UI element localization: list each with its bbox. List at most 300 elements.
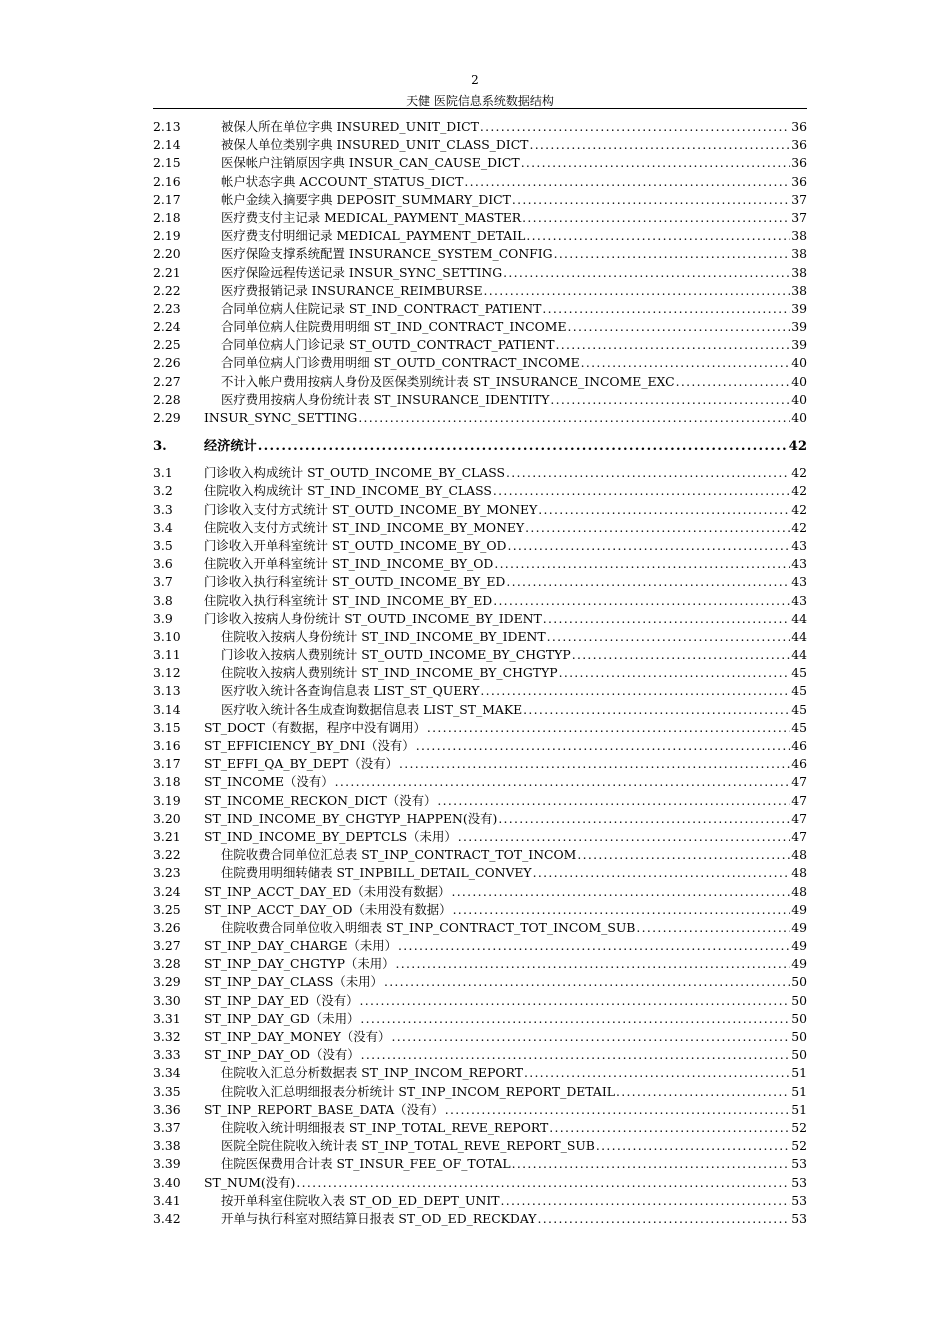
toc-entry-title: 医院全院住院收入统计表 ST_INP_TOTAL_REVE_REPORT_SUB — [221, 1138, 595, 1154]
toc-entry[interactable] — [153, 1101, 807, 1119]
toc-entry-title: 帐户金续入摘要字典 DEPOSIT_SUMMARY_DICT — [221, 191, 511, 207]
toc-entry-title: 医疗费支付明细记录 MEDICAL_PAYMENT_DETAIL — [221, 228, 526, 244]
toc-entry-number: 3.9 — [153, 610, 173, 626]
toc-entry-title: 医疗费用按病人身份统计表 ST_INSURANCE_IDENTITY — [221, 391, 550, 407]
toc-dot-leader — [542, 300, 790, 318]
toc-entry-title: 被保人所在单位字典 INSURED_UNIT_DICT — [221, 119, 479, 134]
toc-entry-number: 3.39 — [153, 1156, 181, 1172]
toc-dot-leader — [581, 354, 791, 372]
toc-dot-leader — [296, 1174, 790, 1192]
toc-entry[interactable] — [153, 354, 807, 372]
toc-entry-page: 45 — [791, 719, 807, 735]
toc-dot-leader — [391, 1028, 790, 1046]
toc-entry[interactable] — [153, 264, 807, 282]
toc-dot-leader — [427, 719, 790, 737]
toc-entry-page: 38 — [791, 264, 807, 280]
toc-entry-title: 住院收费合同单位收入明细表 ST_INP_CONTRACT_TOT_INCOM_SUB — [221, 919, 636, 935]
toc-entry[interactable] — [153, 1210, 807, 1228]
toc-entry-page: 47 — [791, 774, 807, 790]
toc-dot-leader — [636, 919, 790, 937]
toc-entry-number: 3.32 — [153, 1029, 181, 1044]
toc-entry-title: 住院收入开单科室统计 ST_IND_INCOME_BY_OD — [204, 556, 494, 572]
toc-entry-number: 2.16 — [153, 173, 181, 189]
toc-entry[interactable] — [153, 391, 807, 409]
toc-entry[interactable] — [153, 573, 807, 591]
toc-dot-leader — [445, 1101, 790, 1119]
toc-dot-leader — [360, 992, 791, 1010]
toc-entry-number: 2.18 — [153, 209, 181, 225]
toc-entry-page: 42 — [788, 439, 807, 455]
toc-entry-number: 3.19 — [153, 792, 181, 808]
toc-entry-title: 医疗收入统计各生成查询数据信息表 LIST_ST_MAKE — [221, 701, 523, 717]
toc-entry-page: 53 — [791, 1174, 807, 1190]
toc-entry[interactable] — [153, 1083, 807, 1101]
toc-entry[interactable] — [153, 828, 807, 846]
toc-entry-title: 门诊收入支付方式统计 ST_OUTD_INCOME_BY_MONEY — [204, 501, 538, 517]
toc-entry-number: 2.25 — [153, 337, 181, 353]
toc-entry-page: 49 — [791, 901, 807, 917]
toc-entry-title: 医保帐户注销原因字典 INSUR_CAN_CAUSE_DICT — [221, 155, 520, 171]
toc-entry-number: 3.4 — [153, 519, 173, 535]
toc-entry-title: 合同单位病人门诊费用明细 ST_OUTD_CONTRACT_INCOME — [221, 355, 580, 371]
toc-entry[interactable] — [153, 610, 807, 628]
toc-entry-title: ST_INP_DAY_MONEY（没有） — [204, 1029, 391, 1044]
toc-entry-title: ST_IND_INCOME_BY_DEPTCLS（未用） — [204, 828, 457, 844]
toc-entry-title: ST_INP_REPORT_BASE_DATA（没有） — [204, 1101, 444, 1117]
toc-dot-leader — [398, 937, 790, 955]
toc-dot-leader — [549, 1119, 790, 1137]
toc-entry-page: 49 — [791, 919, 807, 935]
toc-dot-leader — [533, 864, 791, 882]
toc-entry[interactable] — [153, 282, 807, 300]
toc-entry-number: 3.10 — [153, 628, 181, 644]
toc-entry-number: 3.17 — [153, 756, 181, 772]
toc-dot-leader — [480, 682, 790, 700]
toc-entry-title: ST_INP_ACCT_DAY_OD（未用没有数据） — [204, 901, 452, 917]
toc-entry[interactable] — [153, 810, 807, 828]
toc-dot-leader — [512, 191, 790, 209]
toc-dot-leader — [523, 701, 790, 719]
toc-entry-title: 按开单科室住院收入表 ST_OD_ED_DEPT_UNIT — [221, 1192, 500, 1208]
toc-entry-page: 44 — [791, 610, 807, 626]
toc-entry-number: 3.6 — [153, 556, 173, 572]
toc-entry-page: 50 — [791, 1047, 807, 1063]
toc-entry-number: 3.30 — [153, 992, 181, 1008]
toc-entry[interactable] — [153, 864, 807, 882]
toc-entry-number: 3.34 — [153, 1065, 181, 1081]
toc-dot-leader — [577, 846, 790, 864]
toc-entry-number: 2.24 — [153, 319, 181, 335]
toc-entry-number: 3.20 — [153, 810, 181, 826]
toc-dot-leader — [493, 482, 790, 500]
toc-entry-title: 门诊收入开单科室统计 ST_OUTD_INCOME_BY_OD — [204, 537, 507, 553]
toc-entry-number: 3.29 — [153, 974, 181, 990]
toc-entry-number: 2.29 — [153, 410, 181, 425]
toc-entry-title: ST_DOCT（有数据，程序中没有调用） — [204, 719, 426, 735]
toc-entry-page: 44 — [791, 647, 807, 663]
table-of-contents — [153, 118, 807, 1228]
toc-entry-title: 门诊收入构成统计 ST_OUTD_INCOME_BY_CLASS — [204, 465, 505, 481]
toc-entry[interactable] — [153, 883, 807, 901]
toc-entry-number: 3.14 — [153, 701, 181, 717]
toc-entry-number: 3.5 — [153, 537, 173, 553]
toc-entry[interactable] — [153, 191, 807, 209]
toc-entry-number: 2.14 — [153, 137, 181, 153]
toc-entry-title: 住院收费合同单位汇总表 ST_INP_CONTRACT_TOT_INCOM — [221, 847, 577, 863]
toc-dot-leader — [493, 592, 790, 610]
toc-entry-number: 3.22 — [153, 847, 181, 863]
toc-entry-page: 45 — [791, 701, 807, 717]
toc-entry-title: 经济统计 — [204, 439, 257, 455]
toc-entry-title: 住院收入支付方式统计 ST_IND_INCOME_BY_MONEY — [204, 519, 525, 535]
toc-entry-number: 3.28 — [153, 956, 181, 972]
toc-entry-page: 44 — [791, 628, 807, 644]
toc-entry[interactable] — [153, 628, 807, 646]
toc-entry-page: 36 — [791, 119, 807, 134]
toc-dot-leader — [464, 173, 790, 191]
toc-dot-leader — [559, 664, 791, 682]
toc-entry-number: 2.20 — [153, 246, 181, 262]
toc-entry[interactable] — [153, 336, 807, 354]
toc-entry-page: 37 — [791, 209, 807, 225]
toc-entry-page: 40 — [791, 391, 807, 407]
toc-dot-leader — [503, 264, 790, 282]
toc-entry[interactable] — [153, 973, 807, 991]
toc-entry-number: 3.38 — [153, 1138, 181, 1154]
toc-entry-page: 37 — [791, 191, 807, 207]
toc-dot-leader — [500, 1192, 790, 1210]
toc-entry[interactable] — [153, 1137, 807, 1155]
toc-entry[interactable] — [153, 1028, 807, 1046]
toc-dot-leader — [524, 1064, 790, 1082]
toc-entry-page: 49 — [791, 938, 807, 954]
toc-entry-number: 3.18 — [153, 774, 181, 790]
toc-entry-title: 医疗费报销记录 INSURANCE_REIMBURSE — [221, 282, 483, 298]
toc-entry-page: 38 — [791, 228, 807, 244]
toc-entry-number: 3.36 — [153, 1101, 181, 1117]
toc-entry-page: 53 — [791, 1156, 807, 1172]
toc-entry[interactable] — [153, 646, 807, 664]
toc-entry-title: 住院收入汇总明细报表分析统计 ST_INP_INCOM_REPORT_DETAIL — [221, 1083, 615, 1099]
toc-dot-leader — [525, 519, 790, 537]
toc-entry-title: 医疗保险支撑系统配置 INSURANCE_SYSTEM_CONFIG — [221, 246, 553, 262]
toc-entry-page: 53 — [791, 1210, 807, 1226]
toc-dot-leader — [396, 955, 791, 973]
toc-entry-title: 医疗收入统计各查询信息表 LIST_ST_QUERY — [221, 683, 480, 699]
toc-entry-page: 42 — [791, 501, 807, 517]
toc-dot-leader — [458, 828, 790, 846]
toc-entry-number: 2.26 — [153, 355, 181, 371]
toc-entry-page: 48 — [791, 883, 807, 899]
toc-entry-page: 51 — [791, 1065, 807, 1081]
toc-entry-title: 合同单位病人住院费用明细 ST_IND_CONTRACT_INCOME — [221, 319, 567, 335]
toc-entry-title: 合同单位病人门诊记录 ST_OUTD_CONTRACT_PATIENT — [221, 337, 555, 353]
toc-entry[interactable] — [153, 464, 807, 482]
toc-dot-leader — [335, 773, 791, 791]
toc-entry[interactable] — [153, 482, 807, 500]
toc-dot-leader — [451, 883, 790, 901]
toc-dot-leader — [522, 209, 790, 227]
toc-entry-title: ST_IND_INCOME_BY_CHGTYP_HAPPEN(没有) — [204, 810, 498, 826]
toc-entry-page: 40 — [791, 410, 807, 425]
toc-entry[interactable] — [153, 992, 807, 1010]
toc-entry[interactable] — [153, 664, 807, 682]
toc-entry-page: 47 — [791, 792, 807, 808]
toc-entry-title: ST_INCOME（没有） — [204, 774, 334, 790]
toc-dot-leader — [538, 501, 790, 519]
toc-entry-page: 43 — [791, 574, 807, 590]
toc-entry-number: 3.27 — [153, 938, 181, 954]
toc-entry-number: 3.31 — [153, 1010, 181, 1026]
toc-entry[interactable] — [153, 154, 807, 172]
toc-entry-number: 2.19 — [153, 228, 181, 244]
toc-entry-number: 2.21 — [153, 264, 181, 280]
toc-entry[interactable] — [153, 1192, 807, 1210]
toc-entry-title: 住院收入汇总分析数据表 ST_INP_INCOM_REPORT — [221, 1065, 523, 1081]
toc-entry[interactable] — [153, 792, 807, 810]
toc-entry-page: 46 — [791, 756, 807, 772]
toc-entry-page: 47 — [791, 810, 807, 826]
toc-entry-title: 住院收入按病人身份统计 ST_IND_INCOME_BY_IDENT — [221, 628, 546, 644]
toc-dot-leader — [616, 1083, 790, 1101]
toc-entry-page: 50 — [791, 1010, 807, 1026]
toc-entry-number: 3.25 — [153, 901, 181, 917]
toc-entry-number: 2.15 — [153, 155, 181, 171]
toc-entry-page: 43 — [791, 537, 807, 553]
toc-entry[interactable] — [153, 937, 807, 955]
toc-entry-title: ST_INP_DAY_CHARGE（未用） — [204, 938, 398, 954]
toc-entry-page: 50 — [791, 992, 807, 1008]
toc-entry[interactable] — [153, 737, 807, 755]
toc-dot-leader — [506, 573, 790, 591]
toc-dot-leader — [453, 901, 791, 919]
toc-dot-leader — [360, 1010, 790, 1028]
toc-entry-title: 合同单位病人住院记录 ST_IND_CONTRACT_PATIENT — [221, 300, 542, 316]
toc-entry-title: 开单与执行科室对照结算日报表 ST_OD_ED_RECKDAY — [221, 1210, 537, 1226]
toc-entry[interactable] — [153, 1064, 807, 1082]
toc-entry-title: 门诊收入按病人费别统计 ST_OUTD_INCOME_BY_CHGTYP — [221, 647, 571, 663]
toc-entry-title: ST_INP_DAY_OD（没有） — [204, 1047, 360, 1063]
toc-entry-number: 3.40 — [153, 1174, 181, 1190]
toc-section-heading[interactable] — [153, 435, 807, 459]
toc-entry[interactable] — [153, 955, 807, 973]
toc-entry-page: 36 — [791, 155, 807, 171]
toc-entry-page: 38 — [791, 246, 807, 262]
toc-entry[interactable] — [153, 373, 807, 391]
toc-entry-title: ST_NUM(没有) — [204, 1174, 296, 1190]
toc-entry-page: 40 — [791, 373, 807, 389]
toc-dot-leader — [512, 1155, 791, 1173]
toc-dot-leader — [498, 810, 790, 828]
toc-entry-title: 住院收入构成统计 ST_IND_INCOME_BY_CLASS — [204, 483, 492, 499]
toc-dot-leader — [358, 409, 790, 427]
toc-entry-page: 48 — [791, 847, 807, 863]
toc-entry-title: ST_INP_DAY_ED（没有） — [204, 992, 359, 1008]
toc-entry-title: ST_INP_DAY_CLASS（未用） — [204, 974, 383, 990]
toc-entry-title: 住院收入统计明细报表 ST_INP_TOTAL_REVE_REPORT — [221, 1119, 549, 1135]
toc-entry-number: 2.22 — [153, 282, 181, 298]
toc-dot-leader — [507, 537, 790, 555]
toc-entry-page: 42 — [791, 465, 807, 481]
toc-entry[interactable] — [153, 300, 807, 318]
toc-entry-title: 被保人单位类别字典 INSURED_UNIT_CLASS_DICT — [221, 137, 529, 153]
toc-dot-leader — [543, 610, 790, 628]
toc-entry-title: INSUR_SYNC_SETTING — [204, 410, 358, 425]
toc-entry[interactable] — [153, 755, 807, 773]
toc-entry-page: 48 — [791, 865, 807, 881]
toc-dot-leader — [572, 646, 791, 664]
toc-entry-title: 门诊收入按病人身份统计 ST_OUTD_INCOME_BY_IDENT — [204, 610, 542, 626]
toc-entry-page: 39 — [791, 319, 807, 335]
toc-entry-number: 2.27 — [153, 373, 181, 389]
page-number: 2 — [471, 73, 479, 87]
toc-entry[interactable] — [153, 136, 807, 154]
toc-entry[interactable] — [153, 592, 807, 610]
toc-entry-number: 3.2 — [153, 483, 173, 499]
toc-entry-number: 3.33 — [153, 1047, 181, 1063]
toc-entry-page: 40 — [791, 355, 807, 371]
toc-entry-page: 43 — [791, 592, 807, 608]
document-header-title: 天健 医院信息系统数据结构 — [406, 94, 554, 108]
toc-entry[interactable] — [153, 773, 807, 791]
toc-entry-number: 2.17 — [153, 191, 181, 207]
toc-dot-leader — [568, 318, 791, 336]
toc-entry-number: 2.23 — [153, 300, 181, 316]
toc-entry-number: 3. — [153, 439, 167, 455]
toc-dot-leader — [521, 154, 791, 172]
toc-dot-leader — [529, 136, 790, 154]
toc-entry[interactable] — [153, 682, 807, 700]
toc-entry-title: 帐户状态字典 ACCOUNT_STATUS_DICT — [221, 173, 464, 189]
toc-dot-leader — [547, 628, 791, 646]
toc-dot-leader — [550, 391, 790, 409]
toc-entry-page: 50 — [791, 974, 807, 990]
toc-entry-page: 42 — [791, 519, 807, 535]
toc-entry-title: 不计入帐户费用按病人身份及医保类别统计表 ST_INSURANCE_INCOME_EXC — [221, 373, 675, 389]
toc-entry-page: 52 — [791, 1138, 807, 1154]
toc-entry-page: 52 — [791, 1119, 807, 1135]
toc-entry-number: 3.11 — [153, 647, 181, 663]
toc-dot-leader — [538, 1210, 791, 1228]
toc-entry[interactable] — [153, 118, 807, 136]
toc-entry-page: 46 — [791, 738, 807, 753]
toc-dot-leader — [399, 755, 790, 773]
toc-entry-title: 住院收入执行科室统计 ST_IND_INCOME_BY_ED — [204, 592, 493, 608]
toc-entry[interactable] — [153, 519, 807, 537]
toc-entry-title: ST_INP_DAY_CHGTYP（未用） — [204, 956, 395, 972]
toc-entry-page: 42 — [791, 483, 807, 499]
toc-entry[interactable] — [153, 501, 807, 519]
toc-entry[interactable] — [153, 227, 807, 245]
toc-entry-page: 39 — [791, 337, 807, 353]
toc-entry-page: 50 — [791, 1029, 807, 1044]
toc-entry[interactable] — [153, 537, 807, 555]
toc-dot-leader — [416, 737, 791, 755]
toc-dot-leader — [258, 435, 788, 459]
toc-entry[interactable] — [153, 1174, 807, 1192]
toc-dot-leader — [484, 282, 791, 300]
toc-entry-title: ST_EFFICIENCY_BY_DNI（没有） — [204, 738, 415, 753]
toc-entry-title: ST_INP_ACCT_DAY_ED（未用没有数据） — [204, 883, 451, 899]
toc-entry[interactable] — [153, 1155, 807, 1173]
toc-entry-number: 3.35 — [153, 1083, 181, 1099]
toc-entry-number: 3.1 — [153, 465, 173, 481]
toc-dot-leader — [556, 336, 791, 354]
toc-entry[interactable] — [153, 701, 807, 719]
toc-entry-title: 住院费用明细转储表 ST_INPBILL_DETAIL_CONVEY — [221, 865, 532, 881]
toc-entry-number: 3.8 — [153, 592, 173, 608]
toc-entry-number: 3.16 — [153, 738, 181, 753]
toc-entry-number: 3.12 — [153, 665, 181, 681]
toc-entry[interactable] — [153, 846, 807, 864]
toc-dot-leader — [361, 1046, 791, 1064]
toc-entry[interactable] — [153, 1046, 807, 1064]
toc-dot-leader — [480, 118, 790, 136]
toc-entry-number: 3.13 — [153, 683, 181, 699]
toc-entry[interactable] — [153, 1119, 807, 1137]
toc-entry-number: 3.7 — [153, 574, 173, 590]
toc-entry-page: 36 — [791, 173, 807, 189]
toc-entry-title: ST_EFFI_QA_BY_DEPT（没有） — [204, 756, 398, 772]
toc-entry-page: 45 — [791, 683, 807, 699]
toc-entry-page: 47 — [791, 828, 807, 844]
toc-entry-title: 住院收入按病人费别统计 ST_IND_INCOME_BY_CHGTYP — [221, 665, 558, 681]
toc-entry[interactable] — [153, 719, 807, 737]
toc-entry-title: ST_INP_DAY_GD（未用） — [204, 1010, 360, 1026]
toc-entry-title: ST_INCOME_RECKON_DICT（没有） — [204, 792, 437, 808]
toc-dot-leader — [506, 464, 790, 482]
toc-entry-number: 3.15 — [153, 719, 181, 735]
toc-entry-number: 2.28 — [153, 391, 181, 407]
toc-entry[interactable] — [153, 1010, 807, 1028]
toc-dot-leader — [554, 245, 791, 263]
toc-entry-page: 38 — [791, 282, 807, 298]
toc-entry-number: 3.21 — [153, 828, 181, 844]
toc-entry-page: 51 — [791, 1083, 807, 1099]
toc-entry[interactable] — [153, 209, 807, 227]
toc-entry-page: 39 — [791, 300, 807, 316]
toc-entry-title: 门诊收入执行科室统计 ST_OUTD_INCOME_BY_ED — [204, 574, 506, 590]
toc-entry-number: 3.42 — [153, 1210, 181, 1226]
toc-entry-number: 3.26 — [153, 919, 181, 935]
toc-entry-number: 2.13 — [153, 119, 181, 134]
toc-dot-leader — [596, 1137, 790, 1155]
toc-dot-leader — [494, 555, 790, 573]
toc-entry-page: 36 — [791, 137, 807, 153]
toc-entry[interactable] — [153, 555, 807, 573]
toc-entry[interactable] — [153, 901, 807, 919]
toc-entry[interactable] — [153, 409, 807, 427]
toc-entry-page: 49 — [791, 956, 807, 972]
toc-entry[interactable] — [153, 318, 807, 336]
toc-entry[interactable] — [153, 245, 807, 263]
toc-entry[interactable] — [153, 173, 807, 191]
toc-entry-number: 3.3 — [153, 501, 173, 517]
toc-entry-number: 3.37 — [153, 1119, 181, 1135]
toc-dot-leader — [526, 227, 790, 245]
toc-dot-leader — [437, 792, 790, 810]
header-divider — [153, 108, 807, 109]
toc-entry-page: 51 — [791, 1101, 807, 1117]
toc-entry-number: 3.24 — [153, 883, 181, 899]
toc-entry-page: 43 — [791, 556, 807, 572]
toc-entry-number: 3.41 — [153, 1192, 181, 1208]
toc-dot-leader — [384, 973, 790, 991]
toc-entry-title: 医疗保险远程传送记录 INSUR_SYNC_SETTING — [221, 264, 503, 280]
toc-entry[interactable] — [153, 919, 807, 937]
toc-dot-leader — [676, 373, 791, 391]
toc-entry-title: 住院医保费用合计表 ST_INSUR_FEE_OF_TOTAL — [221, 1156, 511, 1172]
